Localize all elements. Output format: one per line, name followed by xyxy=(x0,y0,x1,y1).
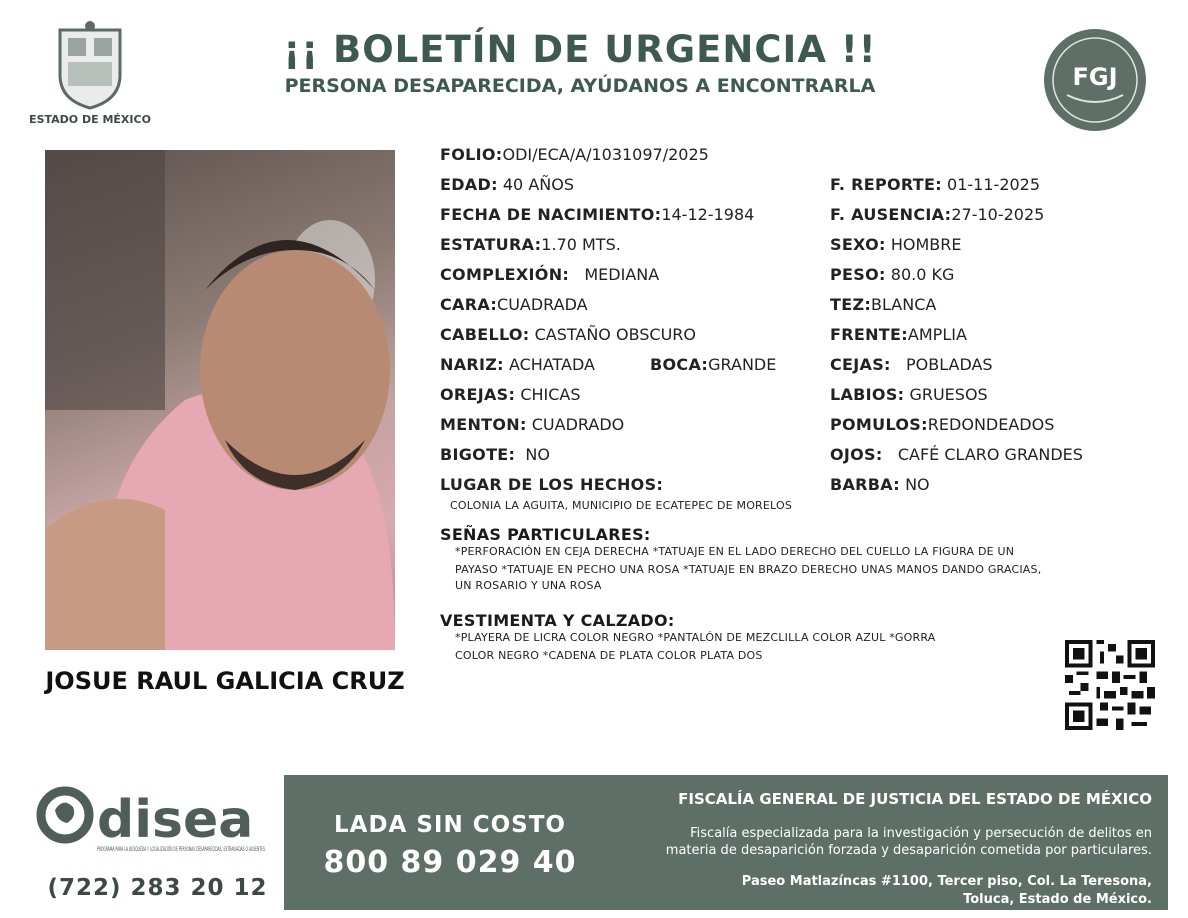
field-labios: LABIOS: GRUESOS xyxy=(830,385,988,404)
field-fecha-nacimiento: FECHA DE NACIMIENTO:14-12-1984 xyxy=(440,205,755,224)
odisea-caption: PROGRAMA PARA LA BÚSQUEDA Y LOCALIZACIÓN DE P xyxy=(97,846,270,853)
field-tez: TEZ:BLANCA xyxy=(830,295,937,314)
field-ojos: OJOS: CAFÉ CLARO GRANDES xyxy=(830,445,1083,464)
vestimenta-line-2: COLOR NEGRO *CADENA DE PLATA COLOR PLATA DOS xyxy=(455,649,763,662)
fgj-desc-line-2: materia de desaparición forzada y desaparición cometida por particulares. xyxy=(665,843,1152,858)
vestimenta-line-1: *PLAYERA DE LICRA COLOR NEGRO *PANTALÓN DE MEZCLILLA COLOR AZUL *GORRA xyxy=(455,631,936,644)
field-folio: FOLIO:ODI/ECA/A/1031097/2025 xyxy=(440,145,709,164)
field-bigote: BIGOTE: NO xyxy=(440,445,550,464)
field-f-ausencia: F. AUSENCIA:27-10-2025 xyxy=(830,205,1045,224)
svg-text:PROGRAMA PARA LA BÚSQUEDA Y LO xyxy=(97,844,270,853)
page-subtitle: PERSONA DESAPARECIDA, AYÚDANOS A ENCONTRARLA xyxy=(284,75,876,97)
odisea-logo xyxy=(35,785,270,875)
field-pomulos: POMULOS:REDONDEADOS xyxy=(830,415,1055,434)
field-lugar-label: LUGAR DE LOS HECHOS: xyxy=(440,475,664,494)
lada-label: LADA SIN COSTO xyxy=(334,812,566,838)
field-orejas: OREJAS: CHICAS xyxy=(440,385,581,404)
senas-heading: SEÑAS PARTICULARES: xyxy=(440,525,651,544)
page-title: ¡¡ BOLETÍN DE URGENCIA !! xyxy=(283,28,877,71)
fgj-seal-logo xyxy=(1042,27,1148,133)
address-line-2: Toluca, Estado de México. xyxy=(963,892,1152,907)
vestimenta-heading: VESTIMENTA Y CALZADO: xyxy=(440,611,675,630)
field-cabello: CABELLO: CASTAÑO OBSCURO xyxy=(440,325,697,344)
field-lugar-value: COLONIA LA AGUITA, MUNICIPIO DE ECATEPEC DE MORELOS xyxy=(450,499,793,512)
field-complexion: COMPLEXIÓN: MEDIANA xyxy=(440,265,660,284)
state-name: ESTADO DE MÉXICO xyxy=(29,113,151,126)
person-name: JOSUE RAUL GALICIA CRUZ xyxy=(45,667,405,695)
qr-code[interactable] xyxy=(1064,640,1156,730)
field-sexo: SEXO: HOMBRE xyxy=(830,235,962,254)
address-line-1: Paseo Matlazíncas #1100, Tercer piso, Col. La Teresona, xyxy=(741,874,1152,889)
field-frente: FRENTE:AMPLIA xyxy=(830,325,967,344)
fgj-address xyxy=(600,873,1152,909)
odisea-brand: disea xyxy=(97,790,254,850)
fgj-logo-text: FGJ xyxy=(1072,63,1118,91)
senas-line-2: PAYASO *TATUAJE EN PECHO UNA ROSA *TATUAJE EN BRAZO DERECHO UNAS MANOS DANDO GRACIAS, xyxy=(455,563,1042,576)
senas-line-3: UN ROSARIO Y UNA ROSA xyxy=(455,579,602,592)
field-f-reporte: F. REPORTE: 01-11-2025 xyxy=(830,175,1041,194)
field-edad: EDAD: 40 AÑOS xyxy=(440,175,574,194)
field-cara: CARA:CUADRADA xyxy=(440,295,588,314)
field-boca: BOCA:GRANDE xyxy=(650,355,777,374)
field-barba: BARBA: NO xyxy=(830,475,930,494)
field-peso: PESO: 80.0 KG xyxy=(830,265,955,284)
person-photo xyxy=(45,150,395,650)
state-coat-of-arms-logo xyxy=(50,20,130,110)
field-nariz: NARIZ: ACHATADA xyxy=(440,355,595,374)
lada-phone-number[interactable]: 800 89 029 40 xyxy=(323,845,577,880)
senas-line-1: *PERFORACIÓN EN CEJA DERECHA *TATUAJE EN EL LADO DERECHO DEL CUELLO LA FIGURA DE UN xyxy=(455,545,1015,558)
fgj-name: FISCALÍA GENERAL DE JUSTICIA DEL ESTADO DE MÉXICO xyxy=(678,790,1152,808)
fgj-description xyxy=(600,825,1152,859)
odisea-phone[interactable]: (722) 283 20 12 xyxy=(47,875,268,901)
field-cejas: CEJAS: POBLADAS xyxy=(830,355,993,374)
fgj-desc-line-1: Fiscalía especializada para la investigación y persecución de delitos en xyxy=(690,826,1152,841)
field-menton: MENTON: CUADRADO xyxy=(440,415,625,434)
field-estatura: ESTATURA:1.70 MTS. xyxy=(440,235,621,254)
